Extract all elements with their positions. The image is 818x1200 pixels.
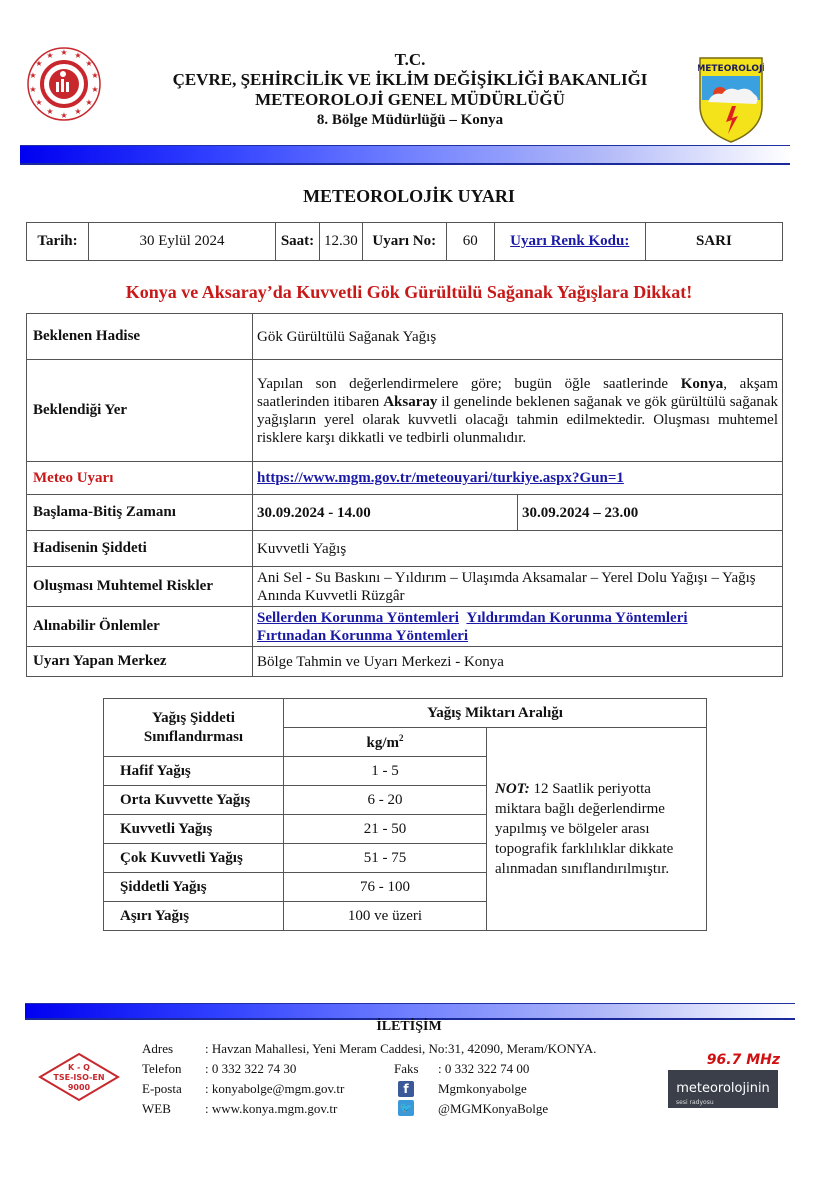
table-row: Kuvvetli Yağış 21 - 50 bbox=[104, 815, 707, 844]
date-label: Tarih: bbox=[27, 223, 89, 261]
event-value: Gök Gürültülü Sağanak Yağış bbox=[253, 314, 783, 360]
svg-text:★: ★ bbox=[74, 107, 82, 116]
header-ministry: ÇEVRE, ŞEHİRCİLİK VE İKLİM DEĞİŞİKLİĞİ BAKANLIĞI bbox=[172, 70, 648, 89]
fax-label: Faks bbox=[394, 1061, 419, 1076]
svg-text:★: ★ bbox=[85, 59, 93, 68]
time-label: Saat: bbox=[276, 223, 320, 261]
time-value: 12.30 bbox=[320, 223, 363, 261]
rain-classification-table bbox=[103, 698, 707, 931]
radio-subtitle: sesi radyosu bbox=[676, 1099, 714, 1106]
ministry-seal-icon bbox=[26, 46, 102, 122]
svg-text:★: ★ bbox=[35, 98, 43, 107]
svg-text:TSE-ISO-EN: TSE-ISO-EN bbox=[53, 1073, 105, 1082]
table-row: Hafif Yağış 1 - 5 bbox=[104, 757, 707, 786]
color-code-link[interactable]: Uyarı Renk Kodu: bbox=[510, 233, 630, 249]
lightning-protection-link[interactable]: Yıldırımdan Korunma Yöntemleri bbox=[466, 609, 688, 626]
svg-text:★: ★ bbox=[29, 71, 37, 80]
location-value: Yapılan son değerlendirmelere göre; bugün öğle saatlerinde Konya, akşam saatlerinden itibaren Aksaray il genelinde beklenen sağanak ve gök gürültülü sağanak yağışların yerel olarak kuvvetli olacağı tahmin edilmektedir. Oluşması muhtemel risklere karşı dikkatli ve tedbirli olunmalıdır. bbox=[253, 360, 783, 462]
header-region: 8. Bölge Müdürlüğü – Konya bbox=[316, 112, 504, 128]
risks-value: Ani Sel - Su Baskını – Yıldırım – Ulaşımda Aksamalar – Yerel Dolu Yağışı – Yağış Anında Kuvvetli Rüzgâr bbox=[253, 567, 783, 607]
amount-range-header: Yağış Miktarı Aralığı bbox=[284, 699, 707, 728]
location-label: Beklendiği Yer bbox=[27, 360, 253, 462]
twitter-icon[interactable]: 🐦 bbox=[398, 1100, 414, 1116]
facebook-icon[interactable]: f bbox=[398, 1081, 414, 1097]
measures-links bbox=[253, 607, 783, 647]
address-value: : Havzan Mahallesi, Yeni Meram Caddesi, No:31, 42090, Meram/KONYA. bbox=[205, 1041, 597, 1056]
phone-value: : 0 332 322 74 30 bbox=[205, 1061, 297, 1076]
svg-text:★: ★ bbox=[60, 111, 68, 120]
svg-text:★: ★ bbox=[91, 85, 99, 94]
footer-gradient-bar bbox=[25, 1003, 795, 1020]
warning-no-label: Uyarı No: bbox=[362, 223, 446, 261]
radio-badge bbox=[668, 1070, 778, 1108]
color-code-value: SARI bbox=[645, 223, 782, 261]
warning-details-table bbox=[26, 313, 783, 677]
svg-text:METEOROLOJİ: METEOROLOJİ bbox=[698, 64, 764, 74]
twitter-handle[interactable]: @MGMKonyaBolge bbox=[438, 1101, 549, 1116]
meteoroloji-shield-icon bbox=[698, 56, 764, 144]
flood-protection-link[interactable]: Sellerden Korunma Yöntemleri bbox=[257, 609, 459, 626]
table-row: Aşırı Yağış 100 ve üzeri bbox=[104, 902, 707, 931]
email-label: E-posta bbox=[142, 1081, 182, 1096]
center-value: Bölge Tahmin ve Uyarı Merkezi - Konya bbox=[253, 647, 783, 677]
risks-label: Oluşması Muhtemel Riskler bbox=[27, 567, 253, 607]
header-line-1: T.C. bbox=[394, 50, 426, 69]
svg-text:★: ★ bbox=[74, 51, 82, 60]
start-time: 30.09.2024 - 14.00 bbox=[253, 495, 518, 531]
svg-text:★: ★ bbox=[85, 98, 93, 107]
meteo-warning-link[interactable]: https://www.mgm.gov.tr/meteouyari/turkiye.aspx?Gun=1 bbox=[257, 470, 624, 486]
classification-header: Yağış Şiddeti Sınıflandırması bbox=[104, 699, 284, 757]
header-directorate: METEOROLOJİ GENEL MÜDÜRLÜĞÜ bbox=[255, 90, 565, 109]
tse-iso-certification-icon bbox=[38, 1052, 120, 1102]
warning-headline: Konya ve Aksaray’da Kuvvetli Gök Gürültülü Sağanak Yağışlara Dikkat! bbox=[125, 282, 693, 302]
storm-protection-link[interactable]: Fırtınadan Korunma Yöntemleri bbox=[257, 627, 469, 644]
meteorology-radio-logo bbox=[668, 1052, 780, 1114]
svg-text:★: ★ bbox=[91, 71, 99, 80]
svg-text:★: ★ bbox=[29, 85, 37, 94]
fax-value: : 0 332 322 74 00 bbox=[438, 1061, 530, 1076]
web-label: WEB bbox=[142, 1101, 171, 1116]
table-row: Şiddetli Yağış 76 - 100 bbox=[104, 873, 707, 902]
event-label: Beklenen Hadise bbox=[27, 314, 253, 360]
time-range-label: Başlama-Bitiş Zamanı bbox=[27, 495, 253, 531]
date-value: 30 Eylül 2024 bbox=[89, 223, 276, 261]
meteo-warning-label: Meteo Uyarı bbox=[27, 462, 253, 495]
severity-value: Kuvvetli Yağış bbox=[253, 531, 783, 567]
severity-label: Hadisenin Şiddeti bbox=[27, 531, 253, 567]
email-value[interactable]: : konyabolge@mgm.gov.tr bbox=[205, 1081, 345, 1096]
measures-label: Alınabilir Önlemler bbox=[27, 607, 253, 647]
svg-text:★: ★ bbox=[46, 107, 54, 116]
end-time: 30.09.2024 – 23.00 bbox=[518, 495, 783, 531]
table-row: Çok Kuvvetli Yağış 51 - 75 bbox=[104, 844, 707, 873]
radio-frequency: 96.7 MHz bbox=[706, 1052, 780, 1068]
phone-label: Telefon bbox=[142, 1061, 182, 1076]
web-value[interactable]: : www.konya.mgm.gov.tr bbox=[205, 1101, 338, 1116]
unit-header: $kg/m^2$ bbox=[284, 728, 487, 757]
svg-text:★: ★ bbox=[35, 59, 43, 68]
header-titles bbox=[130, 50, 690, 130]
address-label: Adres bbox=[142, 1041, 174, 1056]
warning-no-value: 60 bbox=[446, 223, 494, 261]
svg-text:★: ★ bbox=[60, 48, 68, 57]
table-row: Orta Kuvvette Yağış 6 - 20 bbox=[104, 786, 707, 815]
svg-text:9000: 9000 bbox=[67, 1083, 91, 1092]
warning-info-table bbox=[26, 222, 783, 261]
page-title: METEOROLOJİK UYARI bbox=[303, 186, 515, 206]
facebook-handle[interactable]: Mgmkonyabolge bbox=[438, 1081, 527, 1096]
center-label: Uyarı Yapan Merkez bbox=[27, 647, 253, 677]
header-gradient-bar bbox=[20, 145, 790, 165]
radio-name: meteorolojinin bbox=[676, 1081, 770, 1096]
contact-title: İLETİŞİM bbox=[376, 1019, 442, 1034]
svg-text:★: ★ bbox=[46, 51, 54, 60]
svg-text:K - Q: K - Q bbox=[68, 1063, 90, 1072]
classification-note: NOT: 12 Saatlik periyotta miktara bağlı değerlendirme yapılmış ve bölgeler arası topografik farklılıklar dikkate alınmadan sınıflandırılmıştır. bbox=[487, 728, 707, 931]
